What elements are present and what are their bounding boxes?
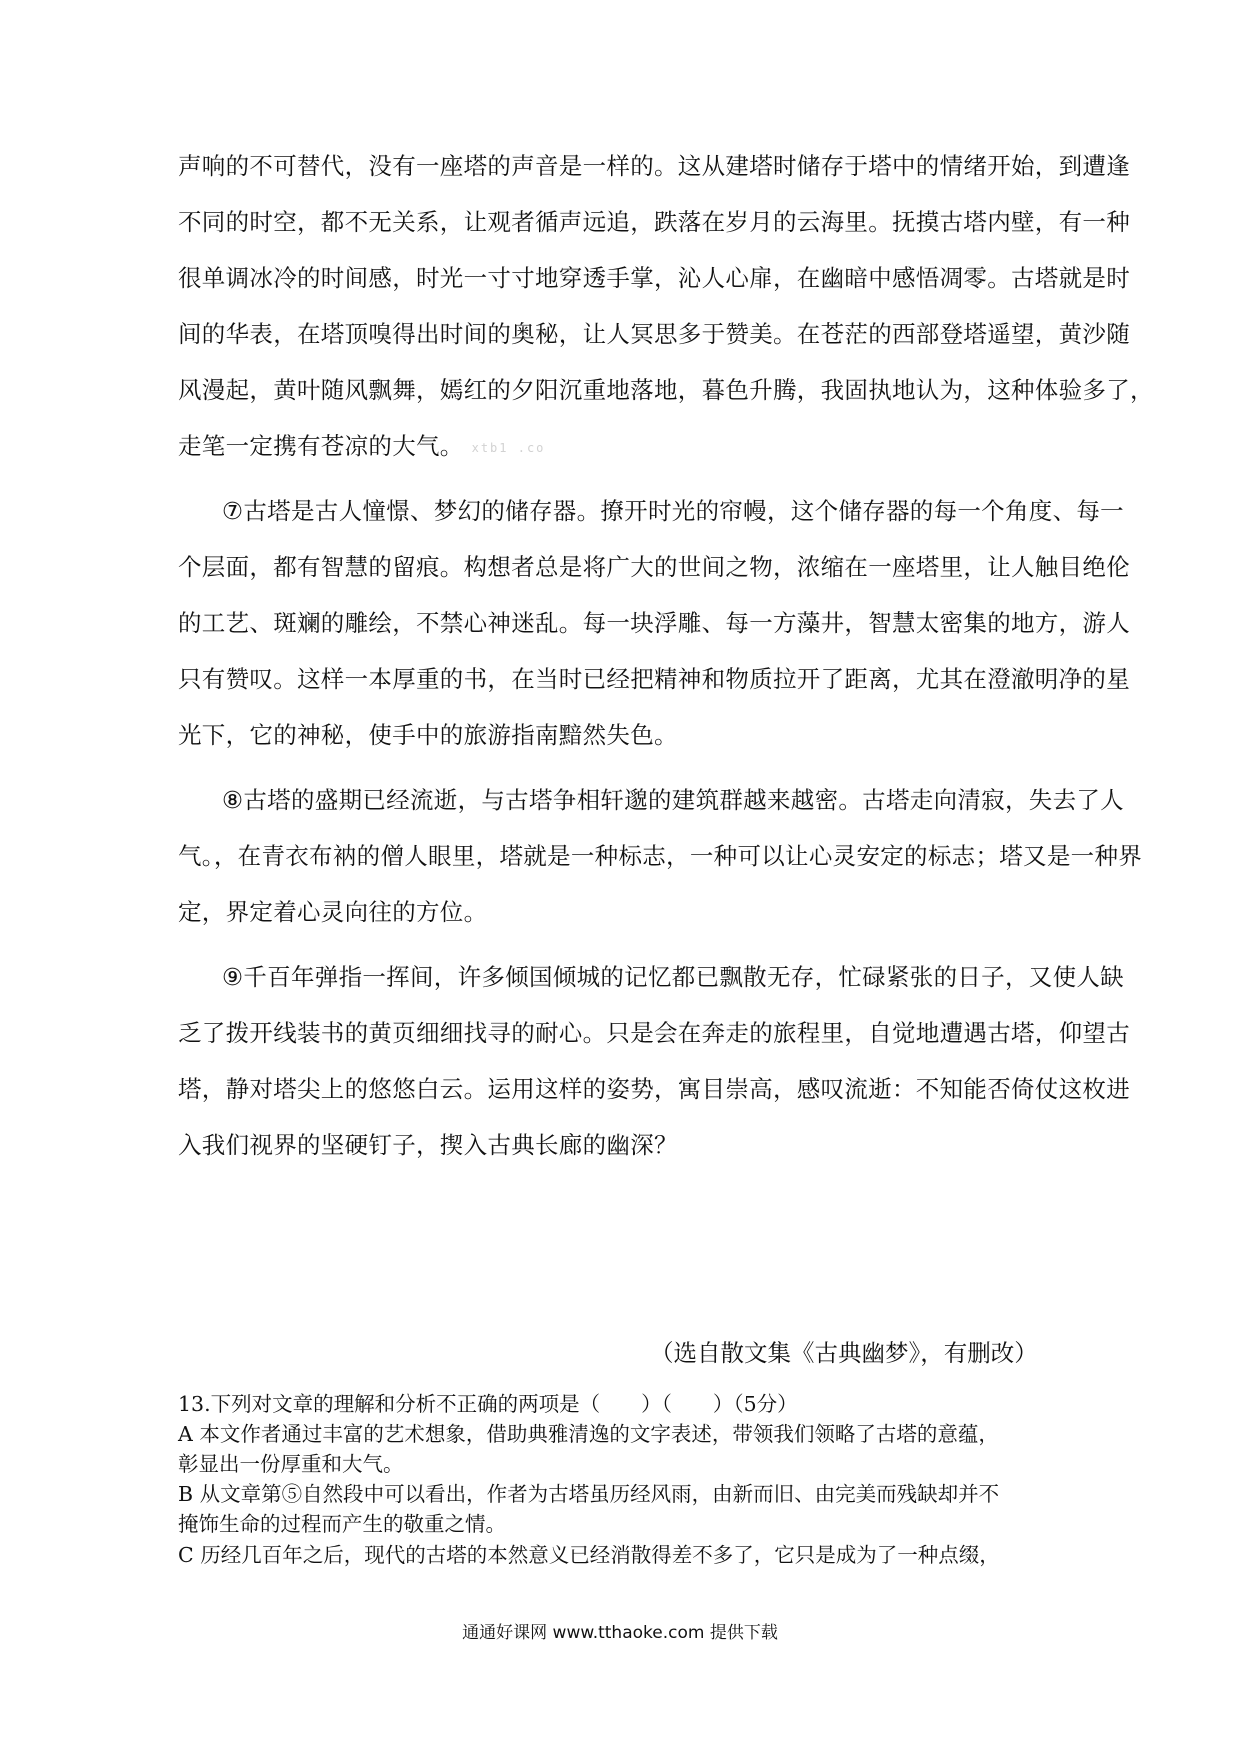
article-line-5: 风漫起，黄叶随风飘舞，嫣红的夕阳沉重地落地，暮色升腾，我固执地认为，这种体验多了， [178,376,1154,404]
page-footer: 通通好课网 www.tthaoke.com 提供下载 [462,1623,778,1643]
article-line-4: 间的华表，在塔顶嗅得出时间的奥秘，让人冥思多于赞美。在苍茫的西部登塔遥望，黄沙随 [178,320,1130,348]
paragraph-7-line-2: 个层面，都有智慧的留痕。构想者总是将广大的世间之物，浓缩在一座塔里，让人触目绝伦 [178,553,1130,581]
article-source: （选自散文集《古典幽梦》，有删改） [650,1339,1038,1367]
paragraph-8-line-1: ⑧古塔的盛期已经流逝，与古塔争相轩邈的建筑群越来越密。古塔走向清寂，失去了人 [222,786,1124,814]
paragraph-8-line-3: 定，界定着心灵向往的方位。 [178,898,488,926]
article-line-2: 不同的时空，都不无关系，让观者循声远追，跌落在岁月的云海里。抚摸古塔内壁，有一种 [178,208,1130,236]
question-13-stem: 13.下列对文章的理解和分析不正确的两项是（ ）（ ）（5分） [178,1392,798,1416]
article-line-6-text: 走笔一定携有苍凉的大气。 [178,432,464,460]
paragraph-7-line-5: 光下，它的神秘，使手中的旅游指南黯然失色。 [178,721,678,749]
paragraph-9-line-4: 入我们视界的坚硬钉子，揳入古典长廊的幽深？ [178,1131,678,1159]
option-a-line-1: A 本文作者通过丰富的艺术想象，借助典雅清逸的文字表述，带领我们领略了古塔的意蕴， [178,1422,999,1446]
option-a-line-2: 彰显出一份厚重和大气。 [178,1452,404,1476]
paragraph-9-line-1: ⑨千百年弹指一挥间，许多倾国倾城的记忆都已飘散无存，忙碌紧张的日子，又使人缺 [222,963,1124,991]
paragraph-8-line-2: 气。，在青衣布衲的僧人眼里，塔就是一种标志，一种可以让心灵安定的标志；塔又是一种界 [178,842,1143,870]
faint-watermark: xtb1 .co [471,440,546,455]
article-line-1: 声响的不可替代，没有一座塔的声音是一样的。这从建塔时储存于塔中的情绪开始，到遭逢 [178,152,1130,180]
paragraph-7-line-1: ⑦古塔是古人憧憬、梦幻的储存器。撩开时光的帘幔，这个储存器的每一个角度、每一 [222,497,1124,525]
paragraph-7-line-4: 只有赞叹。这样一本厚重的书，在当时已经把精神和物质拉开了距离，尤其在澄澈明净的星 [178,665,1130,693]
option-c-line-1: C 历经几百年之后，现代的古塔的本然意义已经消散得差不多了，它只是成为了一种点缀， [178,1543,1000,1567]
article-line-3: 很单调冰冷的时间感，时光一寸寸地穿透手掌，沁人心扉，在幽暗中感悟凋零。古塔就是时 [178,264,1130,292]
paragraph-7-line-3: 的工艺、斑斓的雕绘，不禁心神迷乱。每一块浮雕、每一方藻井，智慧太密集的地方，游人 [178,609,1130,637]
option-b-line-2: 掩饰生命的过程而产生的敬重之情。 [178,1512,506,1536]
option-b-line-1: B 从文章第⑤自然段中可以看出，作者为古塔虽历经风雨，由新而旧、由完美而残缺却并不 [178,1482,1000,1506]
article-line-6 [178,431,545,463]
paragraph-9-line-3: 塔，静对塔尖上的悠悠白云。运用这样的姿势，寓目崇高，感叹流逝：不知能否倚仗这枚进 [178,1075,1130,1103]
paragraph-9-line-2: 乏了拨开线装书的黄页细细找寻的耐心。只是会在奔走的旅程里，自觉地遭遇古塔，仰望古 [178,1019,1130,1047]
